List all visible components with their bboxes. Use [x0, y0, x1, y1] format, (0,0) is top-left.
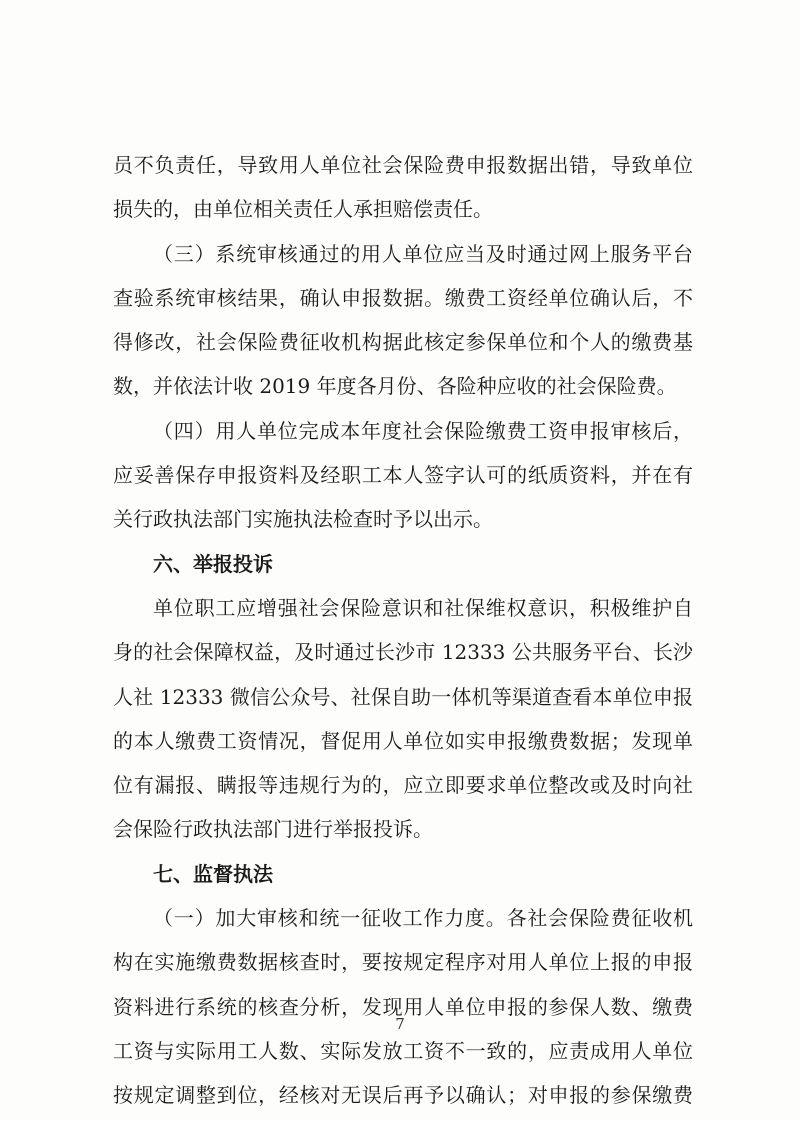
text-line: 得修改，社会保险费征收机构据此核定参保单位和个人的缴费基 [113, 330, 693, 355]
text-line: 的本人缴费工资情况，督促用人单位如实申报缴费数据；发现单 [113, 728, 693, 753]
text-line: 按规定调整到位，经核对无误后再予以确认；对申报的参保缴费 [113, 1083, 693, 1108]
text-line: 应妥善保存申报资料及经职工本人签字认可的纸质资料，并在有 [113, 463, 693, 488]
text-line: 关行政执法部门实施执法检查时予以出示。 [113, 507, 493, 532]
body-text [113, 143, 693, 1118]
text-line: 查验系统审核结果，确认申报数据。缴费工资经单位确认后，不 [113, 285, 693, 310]
page-number: 7 [395, 1015, 405, 1033]
text-line: 位有漏报、瞒报等违规行为的，应立即要求单位整改或及时向社 [113, 773, 693, 798]
section-heading-supervision: 七、监督执法 [153, 861, 273, 886]
paragraph-start: 单位职工应增强社会保险意识和社保维权意识，积极维护自 [153, 595, 693, 620]
text-line: 身的社会保障权益，及时通过长沙市 12333 公共服务平台、长沙 [113, 640, 693, 665]
section-heading-report: 六、举报投诉 [153, 551, 273, 576]
text-line: 损失的，由单位相关责任人承担赔偿责任。 [113, 197, 493, 222]
text-line: 资料进行系统的核查分析，发现用人单位申报的参保人数、缴费 [113, 994, 693, 1019]
text-line: 会保险行政执法部门进行举报投诉。 [113, 817, 433, 842]
paragraph-start: （一）加大审核和统一征收工作力度。各社会保险费征收机 [153, 906, 693, 931]
text-line: 构在实施缴费数据核查时，要按规定程序对用人单位上报的申报 [113, 950, 693, 975]
text-line: 工资与实际用工人数、实际发放工资不一致的，应责成用人单位 [113, 1038, 693, 1063]
paragraph-start: （三）系统审核通过的用人单位应当及时通过网上服务平台 [153, 241, 693, 266]
text-line: 员不负责任，导致用人单位社会保险费申报数据出错，导致单位 [113, 153, 693, 177]
paragraph-start: （四）用人单位完成本年度社会保险缴费工资申报审核后， [153, 418, 693, 443]
text-line: 数，并依法计收 2019 年度各月份、各险种应收的社会保险费。 [113, 374, 677, 399]
text-line: 人社 12333 微信公众号、社保自助一体机等渠道查看本单位申报 [113, 684, 693, 709]
